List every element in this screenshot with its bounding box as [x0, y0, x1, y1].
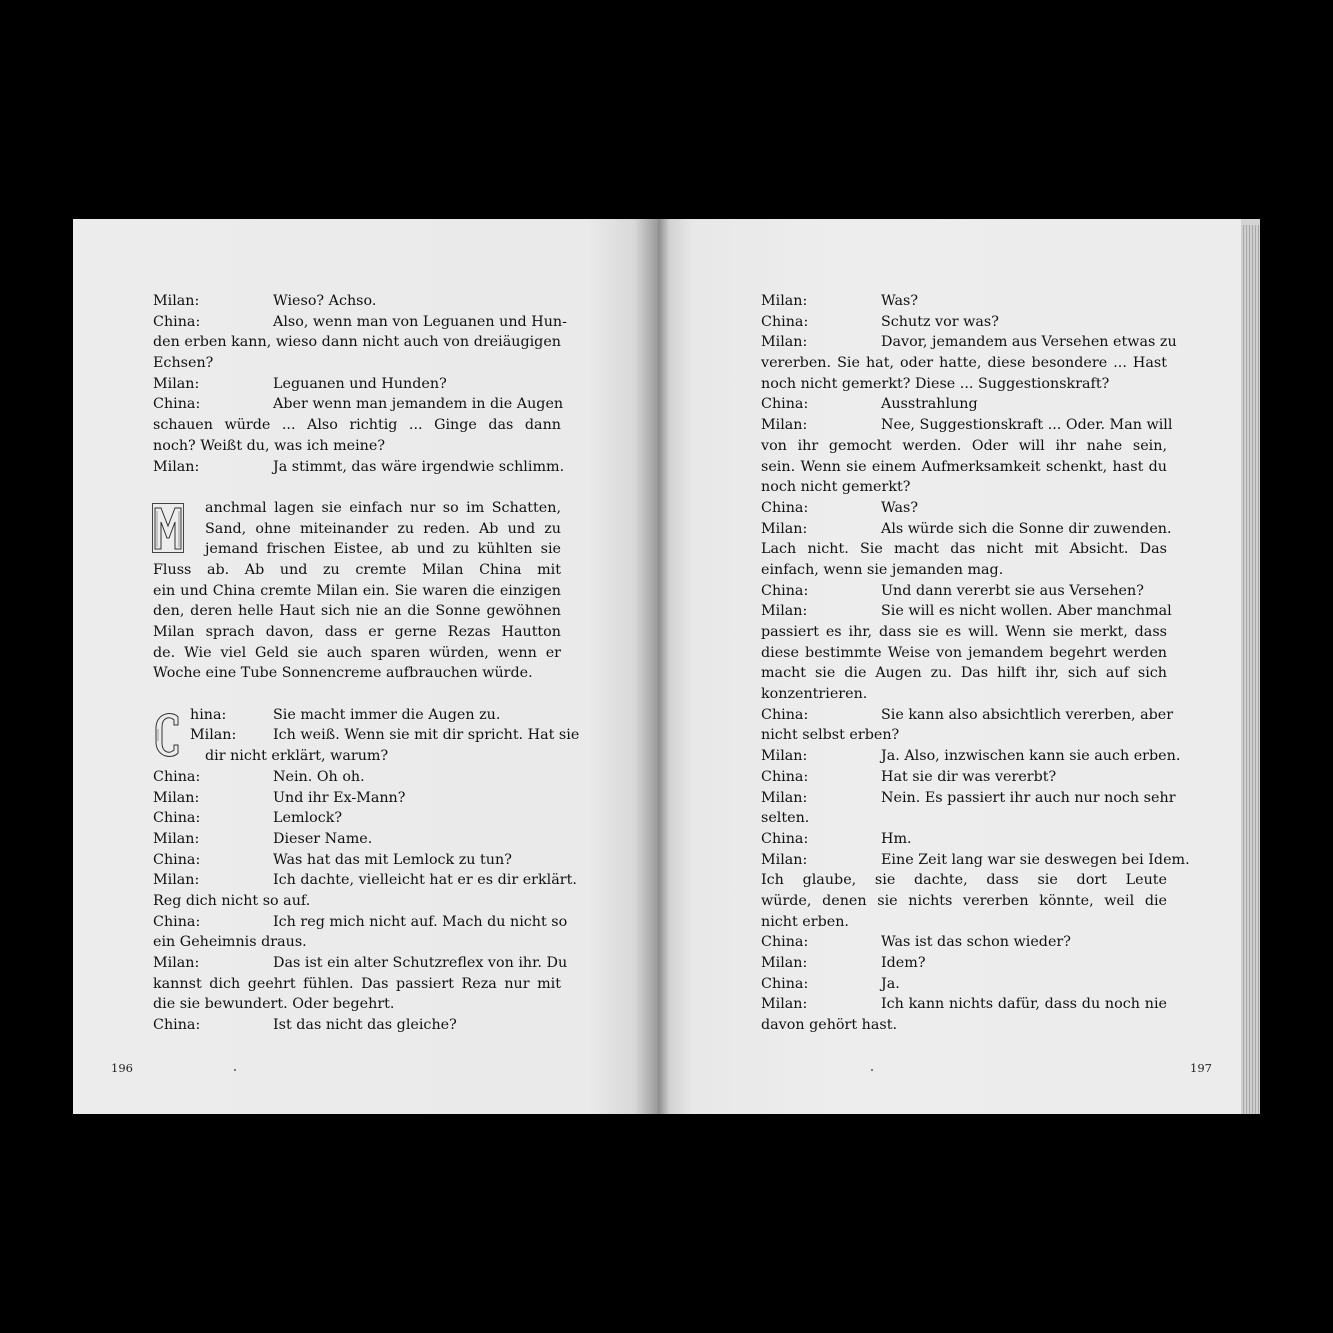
dialogue-text: Ich reg mich nicht auf. Mach du nicht so: [273, 913, 568, 930]
speaker-name: Milan:: [761, 851, 808, 868]
dialogue-text: Sie macht immer die Augen zu.: [273, 706, 501, 723]
text-line: den, deren helle Haut sich nie an die Sonne gewöhnen: [153, 603, 561, 620]
paper-speck: [234, 1069, 236, 1071]
speaker-name: Milan:: [190, 727, 237, 744]
paragraph-spacer: [153, 477, 561, 498]
dialogue-line: [153, 374, 561, 395]
speaker-name: China:: [153, 313, 201, 330]
text-line: Lach nicht. Sie macht das nicht mit Absicht. Das: [761, 541, 1167, 558]
speaker-name: China:: [153, 1017, 201, 1034]
dialogue-text: Und ihr Ex-Mann?: [273, 789, 406, 806]
dialogue-line: [153, 912, 568, 933]
dialogue-text: Also, wenn man von Leguanen und Hun-: [273, 313, 567, 330]
page-number-left: 196: [111, 1061, 133, 1075]
text-line: Echsen?: [153, 355, 214, 372]
dialogue-text: Nee, Suggestionskraft ... Oder. Man will: [881, 417, 1173, 434]
dialogue-line: [153, 725, 580, 746]
dropcap-m-ornament: [151, 502, 185, 554]
text-line: die sie bewundert. Oder begehrt.: [153, 996, 395, 1013]
dialogue-text: Und dann vererbt sie aus Versehen?: [881, 582, 1144, 599]
dialogue-line: [761, 332, 1177, 353]
text-line: nicht selbst erben?: [761, 727, 900, 744]
dialogue-text: Nein. Oh oh.: [273, 768, 365, 785]
paragraph-spacer: [153, 684, 561, 705]
dialogue-text: Schutz vor was?: [881, 313, 999, 330]
dialogue-text: Was?: [881, 293, 918, 309]
text-line: konzentrieren.: [761, 686, 868, 703]
dialogue-text: Lemlock?: [273, 810, 343, 827]
speaker-name: China:: [153, 396, 201, 413]
dialogue-line: [761, 312, 1167, 333]
dialogue-text: Ausstrahlung: [881, 396, 978, 413]
book-spread: [73, 219, 1260, 1114]
paper-speck: [871, 1069, 873, 1071]
dialogue-line: [761, 746, 1181, 767]
text-line: Fluss ab. Ab und zu cremte Milan China mit: [153, 561, 561, 578]
dialogue-text: Ja. Also, inzwischen kann sie auch erben.: [881, 748, 1181, 765]
dialogue-text: Ist das nicht das gleiche?: [273, 1017, 457, 1034]
text-line: noch? Weißt du, was ich meine?: [153, 437, 385, 454]
speaker-name: China:: [153, 768, 201, 785]
dialogue-line: [761, 394, 1167, 415]
left-page-text: [153, 291, 580, 1036]
dialogue-text: Ich kann nichts dafür, dass du noch nie: [881, 996, 1167, 1013]
dialogue-text: Idem?: [881, 955, 926, 971]
text-line: davon gehört hast.: [761, 1017, 898, 1034]
dialogue-line: [153, 767, 561, 788]
text-line: passiert es ihr, dass sie es will. Wenn sie merkt, dass: [761, 624, 1167, 640]
dialogue-text: Was?: [881, 499, 918, 516]
speaker-name: Milan:: [153, 375, 200, 392]
dialogue-text: Was hat das mit Lemlock zu tun?: [273, 851, 512, 868]
dialogue-text: Ich weiß. Wenn sie mit dir spricht. Hat sie: [273, 727, 580, 744]
dialogue-line: [761, 974, 1167, 995]
dialogue-text: Sie kann also absichtlich vererben, aber: [881, 706, 1174, 723]
text-line: jemand frischen Eistee, ab und zu kühlten sie: [205, 541, 561, 558]
dialogue-line: [153, 953, 568, 974]
text-line: Ich glaube, sie dachte, dass sie dort Leute: [761, 872, 1167, 889]
text-line: sein. Wenn sie einem Aufmerksamkeit schenkt, hast du: [761, 458, 1167, 475]
page-edges: [1241, 225, 1260, 1114]
left-page: [73, 219, 658, 1114]
speaker-name: China:: [761, 396, 809, 413]
dialogue-line: [761, 850, 1190, 871]
speaker-name: Milan:: [761, 603, 808, 620]
dialogue-line: [153, 291, 561, 312]
text-line: den erben kann, wieso dann nicht auch von dreiäugigen: [153, 334, 561, 351]
dialogue-line: [761, 498, 1167, 519]
dialogue-text: Was ist das schon wieder?: [881, 934, 1071, 951]
text-line: ein und China cremte Milan ein. Sie waren die einzigen: [153, 582, 561, 599]
text-line: vererben. Sie hat, oder hatte, diese besondere ... Hast: [761, 355, 1167, 372]
text-line: dir nicht erklärt, warum?: [205, 748, 389, 765]
dialogue-line: [153, 829, 561, 850]
dialogue-line: [761, 601, 1172, 622]
speaker-name: Milan:: [761, 748, 808, 765]
text-line: würde, denen sie nichts vererben könnte, weil die: [761, 892, 1167, 909]
dialogue-line: [761, 415, 1173, 436]
dialogue-text: Sie will es nicht wollen. Aber manchmal: [881, 603, 1172, 620]
dialogue-line: [153, 457, 565, 478]
dialogue-line: [761, 519, 1172, 540]
speaker-name: China:: [761, 975, 809, 992]
dialogue-line: [153, 808, 561, 829]
speaker-name: China:: [761, 499, 809, 516]
dialogue-line: [153, 850, 561, 871]
dialogue-text: Ich dachte, vielleicht hat er es dir erklärt.: [273, 872, 577, 889]
speaker-name: China:: [761, 706, 809, 723]
dialogue-line: [761, 932, 1167, 953]
text-line: einfach, wenn sie jemanden mag.: [761, 561, 1004, 578]
text-line: selten.: [761, 810, 810, 827]
text-line: anchmal lagen sie einfach nur so im Schatten,: [205, 499, 561, 516]
dialogue-line: [153, 705, 561, 726]
text-line: Milan sprach davon, dass er gerne Rezas Hautton: [153, 624, 561, 640]
page-number-right: 197: [1190, 1061, 1212, 1075]
dialogue-text: Ja stimmt, das wäre irgendwie schlimm.: [273, 458, 565, 475]
dialogue-line: [761, 994, 1167, 1015]
dialogue-text: Aber wenn man jemandem in die Augen: [273, 396, 564, 413]
speaker-name: Milan:: [761, 293, 808, 309]
dialogue-text: Ja.: [881, 975, 900, 992]
dialogue-line: [153, 312, 567, 333]
speaker-name: China:: [153, 913, 201, 930]
speaker-name: Milan:: [761, 417, 808, 434]
dialogue-text: Das ist ein alter Schutzreflex von ihr. Du: [273, 955, 568, 971]
dialogue-text: Eine Zeit lang war sie deswegen bei Idem.: [881, 851, 1190, 868]
speaker-name: China:: [153, 851, 201, 868]
speaker-name: Milan:: [761, 955, 808, 971]
right-page: [658, 219, 1241, 1114]
text-line: Woche eine Tube Sonnencreme aufbrauchen würde.: [153, 665, 533, 682]
dialogue-line: [761, 767, 1167, 788]
speaker-name: hina:: [190, 706, 227, 723]
speaker-name: China:: [761, 768, 809, 785]
dialogue-text: Wieso? Achso.: [273, 293, 377, 309]
dialogue-text: Dieser Name.: [273, 830, 373, 847]
speaker-name: Milan:: [761, 334, 808, 351]
speaker-name: Milan:: [153, 458, 200, 475]
text-line: de. Wie viel Geld sie auch sparen würden, wenn er: [153, 644, 561, 661]
dialogue-line: [153, 870, 577, 891]
speaker-name: China:: [761, 934, 809, 951]
speaker-name: China:: [761, 582, 809, 599]
dialogue-line: [761, 705, 1174, 726]
text-line: von ihr gemocht werden. Oder will ihr nahe sein,: [761, 437, 1167, 454]
right-page-text: [761, 291, 1190, 1036]
speaker-name: Milan:: [761, 789, 808, 806]
dialogue-line: [153, 788, 561, 809]
speaker-name: China:: [761, 830, 809, 847]
dialogue-line: [761, 581, 1167, 602]
dialogue-text: Hm.: [881, 830, 912, 847]
speaker-name: Milan:: [153, 955, 200, 971]
text-line: macht sie die Augen zu. Das hilft ihr, sich auf sich: [761, 665, 1167, 682]
dialogue-text: Leguanen und Hunden?: [273, 375, 447, 392]
text-line: nicht erben.: [761, 913, 849, 930]
text-line: Reg dich nicht so auf.: [153, 892, 311, 909]
text-line: kannst dich geehrt fühlen. Das passiert Reza nur mit: [153, 975, 561, 992]
speaker-name: Milan:: [761, 520, 808, 537]
speaker-name: Milan:: [153, 789, 200, 806]
speaker-name: China:: [153, 810, 201, 827]
speaker-name: Milan:: [153, 830, 200, 847]
text-line: schauen würde ... Also richtig ... Ginge das dann: [153, 417, 561, 434]
speaker-name: Milan:: [153, 872, 200, 889]
speaker-name: China:: [761, 313, 809, 330]
dialogue-text: Davor, jemandem aus Versehen etwas zu: [881, 334, 1177, 351]
dialogue-text: Nein. Es passiert ihr auch nur noch sehr: [881, 789, 1176, 806]
dialogue-line: [153, 1015, 561, 1036]
dialogue-line: [761, 291, 1167, 312]
text-line: noch nicht gemerkt? Diese ... Suggestionskraft?: [761, 375, 1110, 392]
dialogue-line: [761, 788, 1176, 809]
dialogue-text: Als würde sich die Sonne dir zuwenden.: [881, 520, 1172, 537]
speaker-name: Milan:: [761, 996, 808, 1013]
dialogue-line: [761, 829, 1167, 850]
text-line: ein Geheimnis draus.: [153, 934, 307, 951]
dropcap-c-ornament: [151, 709, 185, 761]
dialogue-text: Hat sie dir was vererbt?: [881, 768, 1057, 785]
speaker-name: Milan:: [153, 293, 200, 309]
dialogue-line: [761, 953, 1167, 974]
text-line: diese bestimmte Weise von jemandem begehrt werden: [761, 644, 1167, 661]
dialogue-line: [153, 394, 564, 415]
text-line: Sand, ohne miteinander zu reden. Ab und zu: [205, 520, 561, 537]
text-line: noch nicht gemerkt?: [761, 479, 911, 496]
